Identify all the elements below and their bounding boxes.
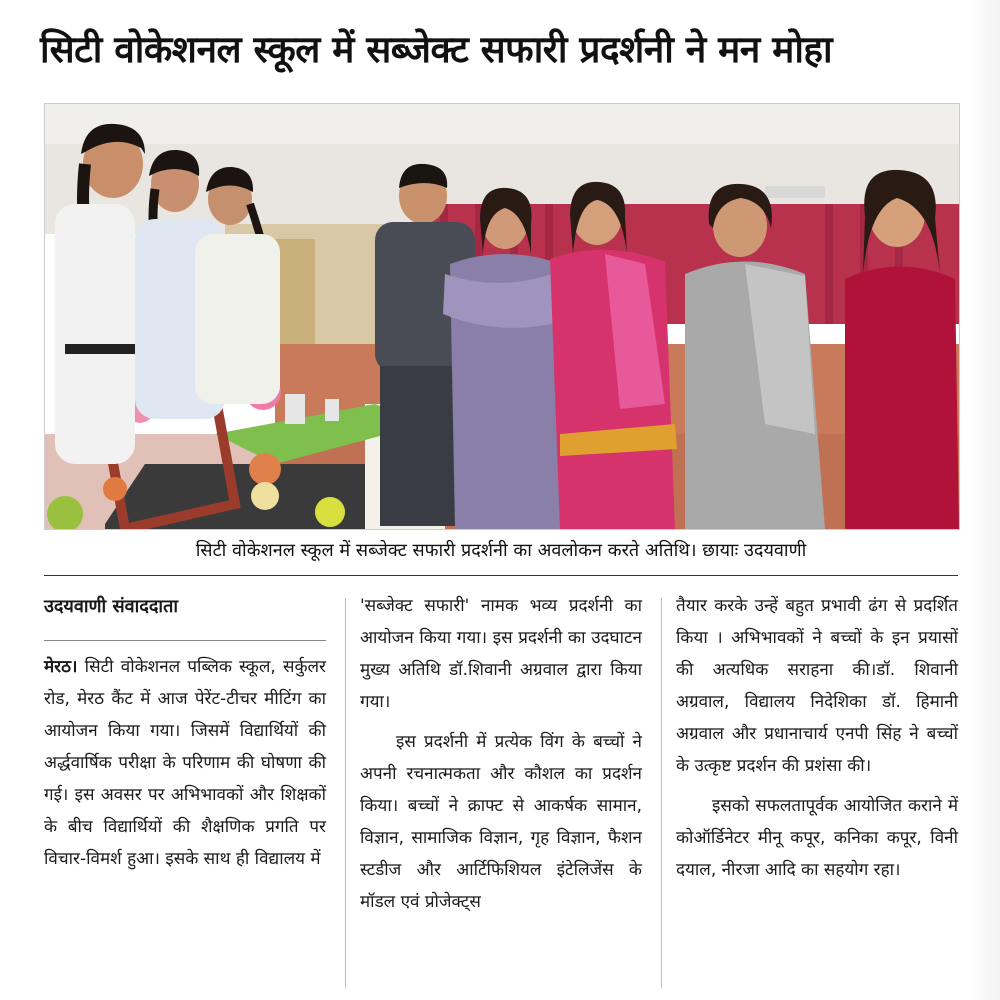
exhibition-photo-illustration	[45, 104, 959, 529]
column-divider-1	[345, 598, 346, 988]
column-1-body	[44, 651, 326, 875]
column-divider-2	[661, 598, 662, 988]
column-2-paragraph-1: 'सब्जेक्ट सफारी' नामक भव्य प्रदर्शनी का आयोजन किया गया। इस प्रदर्शनी का उदघाटन मुख्य अतिथि डॉ.शिवानी अग्रवाल द्वारा किया गया।	[360, 596, 642, 712]
byline-divider	[44, 640, 326, 641]
photo-caption: सिटी वोकेशनल स्कूल में सब्जेक्ट सफारी प्रदर्शनी का अवलोकन करते अतिथि। छायाः उदयवाणी	[195, 540, 807, 561]
article-column-2	[360, 590, 642, 918]
column-1-text: सिटी वोकेशनल पब्लिक स्कूल, सर्कुलर रोड, मेरठ कैंट में आज पेरेंट-टीचर मीटिंग का आयोजन किया गया। जिसमें विद्यार्थियों की अर्द्धवार्षिक परीक्षा के परिणाम की घोषणा की गई। इस अवसर पर अभिभावकों और शिक्षकों के बीच विद्यार्थियों की शैक्षणिक प्रगति पर विचार-विमर्श हुआ। इसके साथ ही विद्यालय में	[44, 657, 326, 869]
article-headline: सिटी वोकेशनल स्कूल में सब्जेक्ट सफारी प्रदर्शनी ने मन मोहा	[40, 28, 833, 71]
page-edge-shadow	[970, 0, 1000, 1000]
byline: उदयवाणी संवाददाता	[44, 596, 179, 617]
dateline: मेरठ।	[44, 657, 78, 677]
article-photo	[44, 103, 960, 530]
article-column-1	[44, 590, 326, 875]
column-2-paragraph-2: इस प्रदर्शनी में प्रत्येक विंग के बच्चों ने अपनी रचनात्मकता और कौशल का प्रदर्शन किया। बच्चों ने क्राफ्ट से आकर्षक सामान, विज्ञान, सामाजिक विज्ञान, गृह विज्ञान, फैशन स्टडीज और आर्टिफिशियल इंटेलिजेंस के मॉडल एवं प्रोजेक्ट्स	[360, 732, 642, 912]
section-divider	[44, 575, 958, 576]
article-column-3	[676, 590, 958, 886]
column-3-paragraph-1: तैयार करके उन्हें बहुत प्रभावी ढंग से प्रदर्शित किया । अभिभावकों ने बच्चों के इन प्रयासों की अत्यधिक सराहना की।डॉ. शिवानी अग्रवाल, विद्यालय निदेशिका डॉ. हिमानी अग्रवाल और प्रधानाचार्य एनपी सिंह ने बच्चों के उत्कृष्ट प्रदर्शन की प्रशंसा की।	[676, 596, 958, 776]
column-3-paragraph-2: इसको सफलतापूर्वक आयोजित कराने में कोऑर्डिनेटर मीनू कपूर, कनिका कपूर, विनी दयाल, नीरजा आदि का सहयोग रहा।	[676, 796, 958, 880]
